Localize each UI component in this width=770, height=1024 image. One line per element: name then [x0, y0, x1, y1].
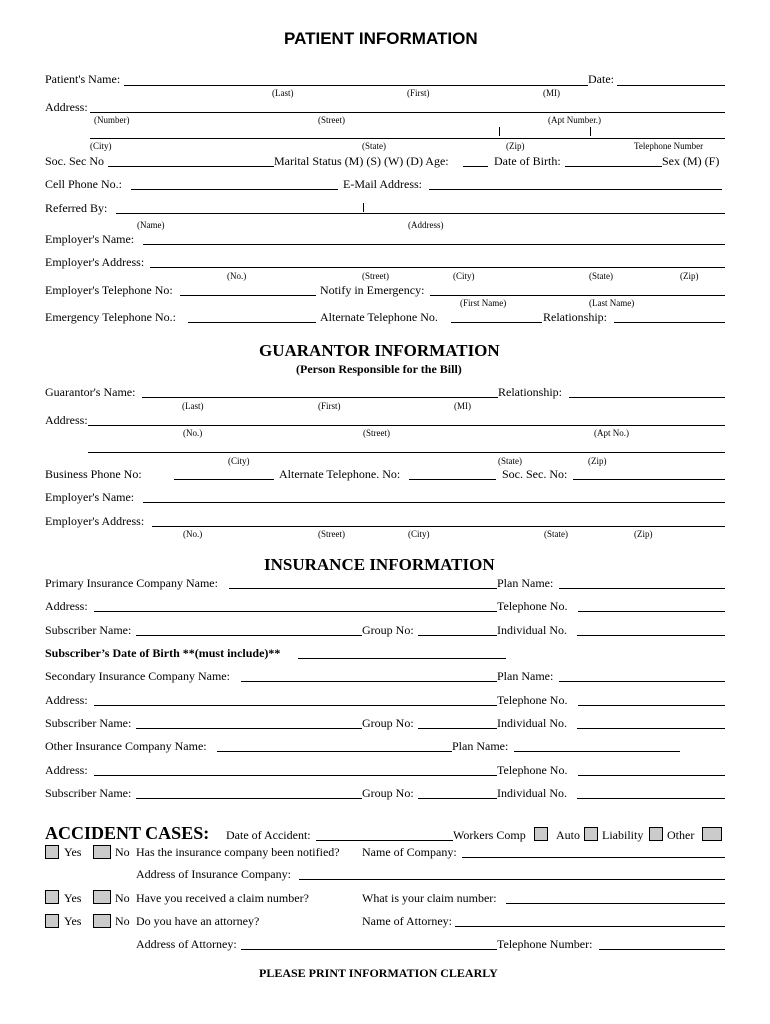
individual-no-field[interactable] — [577, 798, 725, 799]
sub-mi: (MI) — [543, 88, 560, 98]
guarantor-employer-name-field[interactable] — [143, 502, 725, 503]
claim-no-checkbox[interactable] — [93, 890, 111, 904]
sub-mi: (MI) — [454, 401, 471, 411]
insurance-address-field[interactable] — [94, 705, 497, 706]
soc-sec-field[interactable] — [108, 166, 274, 167]
notified-no-checkbox[interactable] — [93, 845, 111, 859]
no-label: No — [115, 891, 130, 905]
guarantor-employer-address-field[interactable] — [152, 526, 725, 527]
yes-label: Yes — [64, 845, 82, 859]
sub-last-name: (Last Name) — [589, 298, 635, 308]
date-field[interactable] — [617, 85, 725, 86]
telephone-label: Telephone No. — [497, 763, 568, 777]
workers-comp-label: Workers Comp — [453, 828, 526, 842]
subscriber-name-field[interactable] — [136, 798, 362, 799]
sub-street: (Street) — [362, 271, 389, 281]
attorney-telephone-field[interactable] — [599, 949, 725, 950]
sub-state: (State) — [362, 141, 386, 151]
subscriber-name-label: Subscriber Name: — [45, 623, 132, 637]
plan-name-field[interactable] — [559, 588, 725, 589]
individual-no-label: Individual No. — [497, 623, 567, 637]
group-no-field[interactable] — [418, 798, 497, 799]
employer-address-label: Employer's Address: — [45, 255, 145, 269]
guarantor-alt-phone-field[interactable] — [409, 479, 496, 480]
sub-last: (Last) — [272, 88, 294, 98]
age-field[interactable] — [463, 166, 488, 167]
guarantor-subheading: (Person Responsible for the Bill) — [296, 362, 462, 376]
telephone-field[interactable] — [578, 611, 725, 612]
guarantor-employer-address-label: Employer's Address: — [45, 514, 145, 528]
business-phone-label: Business Phone No: — [45, 467, 142, 481]
primary-insurance-field[interactable] — [229, 588, 497, 589]
subscriber-dob-label: Subscriber’s Date of Birth **(must include)** — [45, 646, 281, 660]
employer-name-field[interactable] — [143, 244, 725, 245]
telephone-field[interactable] — [578, 775, 725, 776]
page-title: PATIENT INFORMATION — [284, 29, 478, 48]
insurance-address-field[interactable] — [94, 611, 497, 612]
auto-checkbox[interactable] — [584, 827, 598, 841]
sub-zip: (Zip) — [588, 456, 607, 466]
guarantor-name-field[interactable] — [142, 397, 498, 398]
plan-name-field[interactable] — [514, 751, 680, 752]
group-no-field[interactable] — [418, 635, 497, 636]
sub-city: (City) — [408, 529, 430, 539]
company-name-field[interactable] — [462, 857, 725, 858]
guarantor-heading: GUARANTOR INFORMATION — [259, 341, 500, 360]
guarantor-relationship-field[interactable] — [569, 397, 725, 398]
sub-street: (Street) — [363, 428, 390, 438]
sub-street: (Street) — [318, 115, 345, 125]
divider — [590, 127, 591, 136]
other-label: Other — [667, 828, 695, 842]
emergency-phone-label: Emergency Telephone No.: — [45, 310, 177, 324]
sub-city: (City) — [453, 271, 475, 281]
attorney-address-field[interactable] — [241, 949, 497, 950]
telephone-label: Telephone No. — [497, 693, 568, 707]
patient-name-label: Patient's Name: — [45, 72, 121, 86]
guarantor-address-label: Address: — [45, 413, 88, 427]
sub-state: (State) — [589, 271, 613, 281]
divider — [499, 127, 500, 136]
email-field[interactable] — [429, 189, 722, 190]
telephone-number-label: Telephone Number: — [497, 937, 593, 951]
yes-label: Yes — [64, 914, 82, 928]
sub-first: (First) — [407, 88, 430, 98]
sub-city: (City) — [90, 141, 112, 151]
liability-checkbox[interactable] — [649, 827, 663, 841]
sub-apt-number: (Apt Number.) — [548, 115, 601, 125]
attorney-no-checkbox[interactable] — [93, 914, 111, 928]
employer-phone-field[interactable] — [180, 295, 316, 296]
notify-emergency-label: Notify in Emergency: — [320, 283, 425, 297]
date-of-accident-field[interactable] — [316, 840, 453, 841]
group-no-label: Group No: — [362, 623, 414, 637]
workers-comp-checkbox[interactable] — [534, 827, 548, 841]
employer-phone-label: Employer's Telephone No: — [45, 283, 173, 297]
guarantor-employer-name-label: Employer's Name: — [45, 490, 135, 504]
claim-number-question: Have you received a claim number? — [136, 891, 309, 905]
yes-label: Yes — [64, 891, 82, 905]
other-checkbox[interactable] — [702, 827, 722, 841]
individual-no-field[interactable] — [577, 635, 725, 636]
sub-number: (Number) — [94, 115, 130, 125]
sub-zip: (Zip) — [680, 271, 699, 281]
liability-label: Liability — [602, 828, 644, 842]
business-phone-field[interactable] — [174, 479, 274, 480]
relationship-label: Relationship: — [543, 310, 607, 324]
notified-yes-checkbox[interactable] — [45, 845, 59, 859]
subscriber-name-field[interactable] — [136, 728, 362, 729]
employer-name-label: Employer's Name: — [45, 232, 135, 246]
plan-name-label: Plan Name: — [497, 669, 554, 683]
cell-phone-label: Cell Phone No.: — [45, 177, 122, 191]
guarantor-alt-phone-label: Alternate Telephone. No: — [279, 467, 401, 481]
guarantor-city-state-zip-field[interactable] — [88, 452, 725, 453]
employer-address-field[interactable] — [150, 267, 725, 268]
insurance-address-label: Address: — [45, 693, 88, 707]
sub-no: (No.) — [183, 529, 203, 539]
divider — [363, 203, 364, 212]
subscriber-name-field[interactable] — [136, 635, 362, 636]
guarantor-address-field[interactable] — [88, 425, 725, 426]
marital-status-label: Marital Status (M) (S) (W) (D) Age: — [274, 154, 449, 168]
sub-name: (Name) — [137, 220, 165, 230]
sub-last: (Last) — [182, 401, 204, 411]
sub-address: (Address) — [408, 220, 444, 230]
claim-number-field[interactable] — [506, 903, 725, 904]
dob-field[interactable] — [565, 166, 662, 167]
email-label: E-Mail Address: — [343, 177, 422, 191]
group-no-field[interactable] — [418, 728, 497, 729]
insurance-address-field[interactable] — [94, 775, 497, 776]
relationship-field[interactable] — [614, 322, 725, 323]
primary-insurance-label: Primary Insurance Company Name: — [45, 576, 218, 590]
sub-city: (City) — [228, 456, 250, 466]
alternate-phone-label: Alternate Telephone No. — [320, 310, 438, 324]
insurance-heading: INSURANCE INFORMATION — [264, 555, 495, 574]
attorney-yes-checkbox[interactable] — [45, 914, 59, 928]
guarantor-relationship-label: Relationship: — [498, 385, 562, 399]
sub-first-name: (First Name) — [460, 298, 507, 308]
alternate-phone-field[interactable] — [451, 322, 542, 323]
guarantor-name-label: Guarantor's Name: — [45, 385, 136, 399]
individual-no-label: Individual No. — [497, 716, 567, 730]
attorney-question: Do you have an attorney? — [136, 914, 260, 928]
attorney-name-field[interactable] — [455, 926, 725, 927]
plan-name-label: Plan Name: — [452, 739, 509, 753]
patient-name-field[interactable] — [124, 85, 588, 86]
company-name-label: Name of Company: — [362, 845, 457, 859]
accident-heading: ACCIDENT CASES: — [45, 823, 210, 843]
telephone-label: Telephone No. — [497, 599, 568, 613]
telephone-field[interactable] — [578, 705, 725, 706]
subscriber-name-label: Subscriber Name: — [45, 786, 132, 800]
sub-zip: (Zip) — [634, 529, 653, 539]
sub-apt-no: (Apt No.) — [594, 428, 629, 438]
company-address-field[interactable] — [299, 879, 725, 880]
secondary-insurance-field[interactable] — [241, 681, 497, 682]
subscriber-name-label: Subscriber Name: — [45, 716, 132, 730]
sub-telephone-number: Telephone Number — [634, 141, 704, 151]
city-state-zip-field[interactable] — [90, 138, 725, 139]
individual-no-field[interactable] — [577, 728, 725, 729]
soc-sec-label: Soc. Sec No — [45, 154, 104, 168]
other-insurance-label: Other Insurance Company Name: — [45, 739, 207, 753]
sub-first: (First) — [318, 401, 341, 411]
attorney-name-label: Name of Attorney: — [362, 914, 452, 928]
plan-name-label: Plan Name: — [497, 576, 554, 590]
attorney-address-label: Address of Attorney: — [136, 937, 237, 951]
date-label: Date: — [588, 72, 614, 86]
other-insurance-field[interactable] — [217, 751, 452, 752]
insurance-address-label: Address: — [45, 599, 88, 613]
address-field[interactable] — [90, 112, 725, 113]
sub-no: (No.) — [183, 428, 203, 438]
subscriber-dob-field[interactable] — [298, 658, 506, 659]
guarantor-soc-sec-field[interactable] — [573, 479, 725, 480]
sub-state: (State) — [544, 529, 568, 539]
company-address-label: Address of Insurance Company: — [136, 867, 291, 881]
insurance-address-label: Address: — [45, 763, 88, 777]
insurance-notified-question: Has the insurance company been notified? — [136, 845, 340, 859]
secondary-insurance-label: Secondary Insurance Company Name: — [45, 669, 230, 683]
group-no-label: Group No: — [362, 786, 414, 800]
plan-name-field[interactable] — [559, 681, 725, 682]
address-label: Address: — [45, 100, 88, 114]
sub-no: (No.) — [227, 271, 247, 281]
referred-by-label: Referred By: — [45, 201, 108, 215]
group-no-label: Group No: — [362, 716, 414, 730]
claim-number-label: What is your claim number: — [362, 891, 497, 905]
guarantor-soc-sec-label: Soc. Sec. No: — [502, 467, 568, 481]
auto-label: Auto — [556, 828, 580, 842]
sub-street: (Street) — [318, 529, 345, 539]
sub-state: (State) — [498, 456, 522, 466]
footer-note: PLEASE PRINT INFORMATION CLEARLY — [259, 966, 498, 980]
notify-emergency-field[interactable] — [430, 295, 725, 296]
individual-no-label: Individual No. — [497, 786, 567, 800]
no-label: No — [115, 845, 130, 859]
emergency-phone-field[interactable] — [188, 322, 316, 323]
referred-by-field[interactable] — [116, 213, 725, 214]
date-of-accident-label: Date of Accident: — [226, 828, 311, 842]
claim-yes-checkbox[interactable] — [45, 890, 59, 904]
dob-label: Date of Birth: — [494, 154, 561, 168]
no-label: No — [115, 914, 130, 928]
sub-zip: (Zip) — [506, 141, 525, 151]
cell-phone-field[interactable] — [131, 189, 338, 190]
sex-label: Sex (M) (F) — [662, 154, 720, 168]
